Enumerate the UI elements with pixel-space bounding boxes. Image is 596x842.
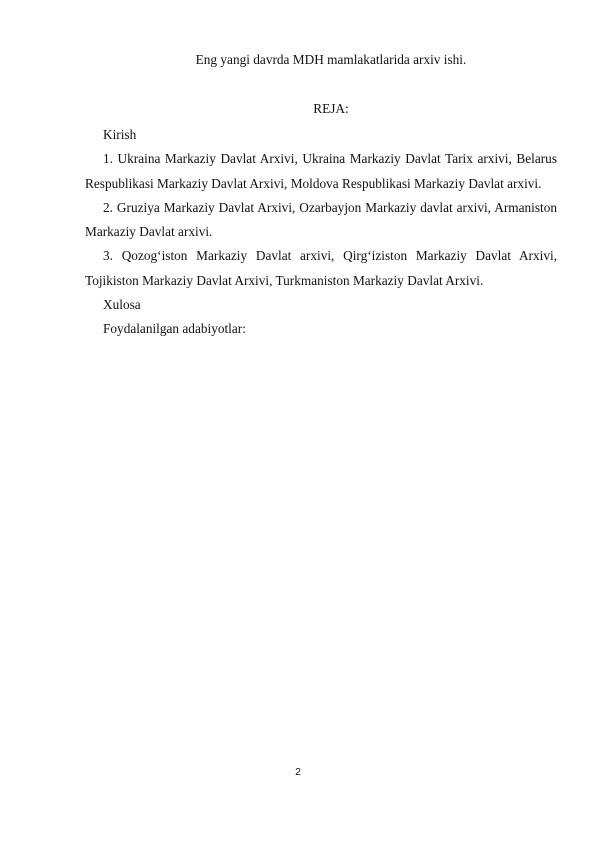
plan-item-conclusion: Xulosa <box>103 297 141 313</box>
plan-item-1: 1. Ukraina Markaziy Davlat Arxivi, Ukraina Markaziy Davlat Tarix arxivi, Belarus Respublikasi Markaziy Davlat Arxivi, Moldova Respublikasi Markaziy Davlat arxivi. <box>85 151 557 191</box>
document-title: Eng yangi davrda MDH mamlakatlarida arxiv ishi. <box>195 52 467 67</box>
plan-item-intro: Kirish <box>103 127 137 142</box>
plan-item-3: 3. Qozog‘iston Markaziy Davlat arxivi, Qirg‘iziston Markaziy Davlat Arxivi, Tojikiston Markaziy Davlat Arxivi, Turkmaniston Markaziy Davlat Arxivi. <box>85 248 557 288</box>
plan-list <box>85 123 557 342</box>
plan-heading: REJA: <box>313 101 349 116</box>
page-number: 2 <box>295 766 301 778</box>
plan-item-references: Foydalanilgan adabiyotlar: <box>103 321 246 337</box>
plan-item-2: 2. Gruziya Markaziy Davlat Arxivi, Ozarbayjon Markaziy davlat arxivi, Armaniston Markaziy Davlat arxivi. <box>85 199 557 240</box>
